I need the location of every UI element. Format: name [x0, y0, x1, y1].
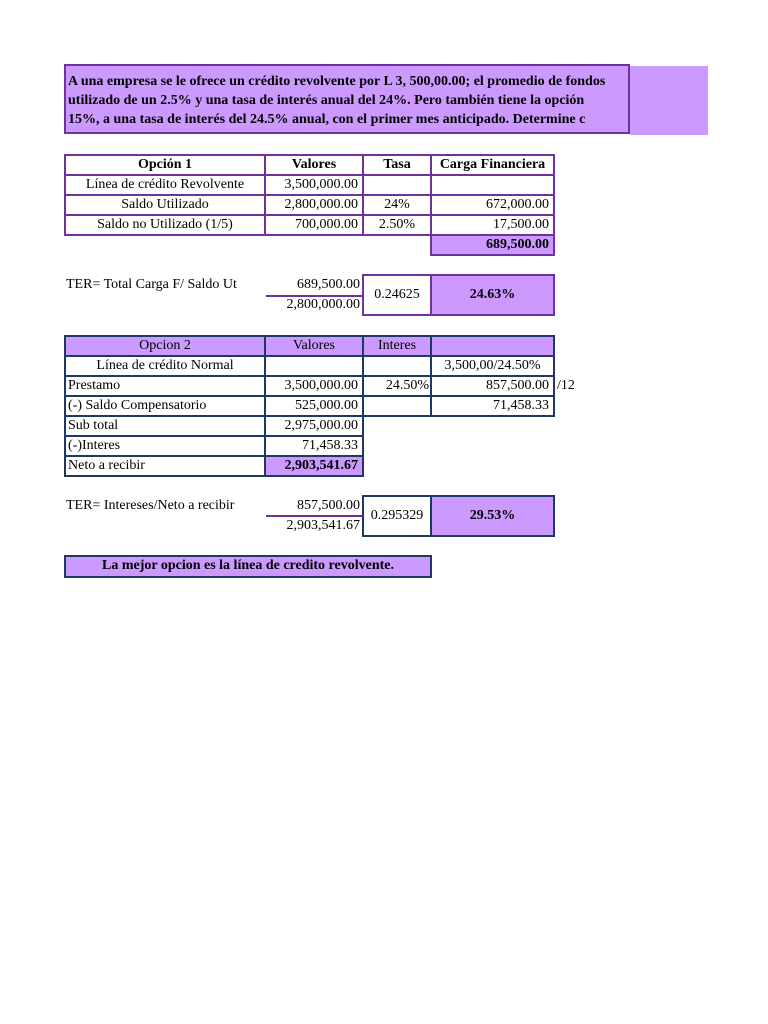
table-cell-rate [362, 395, 432, 417]
table-cell-value [264, 355, 364, 377]
option1-header-tasa: Tasa [362, 154, 432, 176]
table-cell-rate: 24.50% [362, 375, 432, 397]
option1-total: 689,500.00 [430, 234, 555, 256]
ter2-label: TER= Intereses/Neto a recibir [66, 498, 235, 513]
ter2-denominator: 2,903,541.67 [286, 518, 360, 533]
side-note: /12 [557, 378, 575, 393]
table-cell-rate: 2.50% [362, 214, 432, 236]
table-row-label: (-)Interes [64, 435, 266, 457]
conclusion-box: La mejor opcion es la línea de credito revolvente. [64, 555, 432, 578]
table-row-label: Saldo Utilizado [64, 194, 266, 216]
table-cell-value: 2,800,000.00 [264, 194, 364, 216]
table-row-label: Saldo no Utilizado (1/5) [64, 214, 266, 236]
table-cell-value: 3,500,000.00 [264, 174, 364, 196]
table-cell-value: 2,975,000.00 [264, 415, 364, 437]
table-cell-charge: 3,500,00/24.50% [430, 355, 555, 377]
table-cell-charge: 857,500.00 [430, 375, 555, 397]
table-cell-value: 71,458.33 [264, 435, 364, 457]
table-cell-value: 700,000.00 [264, 214, 364, 236]
ter2-ratio: 0.295329 [362, 495, 432, 537]
table-cell-charge [430, 174, 555, 196]
table-row-label: Prestamo [64, 375, 266, 397]
problem-line-3: 15%, a una tasa de interés del 24.5% anual, con el primer mes anticipado. Determine c [68, 112, 586, 127]
table-row-label: Neto a recibir [64, 455, 266, 477]
ter1-percent: 24.63% [430, 274, 555, 316]
ter1-label: TER= Total Carga F/ Saldo Ut [66, 277, 237, 292]
option2-header: Opcion 2 [64, 335, 266, 357]
neto-a-recibir-value: 2,903,541.67 [264, 455, 364, 477]
option2-header-interes: Interes [362, 335, 432, 357]
table-cell-value: 3,500,000.00 [264, 375, 364, 397]
option1-header-valores: Valores [264, 154, 364, 176]
option2-header-blank [430, 335, 555, 357]
problem-line-2: utilizado de un 2.5% y una tasa de interés anual del 24%. Pero también tiene la opción [68, 93, 585, 108]
ter1-denominator: 2,800,000.00 [286, 297, 360, 312]
option1-header: Opción 1 [64, 154, 266, 176]
table-cell-rate: 24% [362, 194, 432, 216]
table-cell-charge: 71,458.33 [430, 395, 555, 417]
table-cell-charge: 672,000.00 [430, 194, 555, 216]
ter2-numerator: 857,500.00 [297, 498, 360, 513]
table-cell-rate [362, 174, 432, 196]
table-cell-charge: 17,500.00 [430, 214, 555, 236]
ter1-ratio: 0.24625 [362, 274, 432, 316]
option2-header-valores: Valores [264, 335, 364, 357]
option1-header-carga: Carga Financiera [430, 154, 555, 176]
problem-line-1: A una empresa se le ofrece un crédito revolvente por L 3, 500,00.00; el promedio de fondos [68, 74, 606, 89]
table-row-label: (-) Saldo Compensatorio [64, 395, 266, 417]
table-cell-rate [362, 355, 432, 377]
table-cell-value: 525,000.00 [264, 395, 364, 417]
table-row-label: Línea de crédito Normal [64, 355, 266, 377]
table-row-label: Sub total [64, 415, 266, 437]
ter2-percent: 29.53% [430, 495, 555, 537]
problem-banner-extension [630, 66, 708, 135]
table-row-label: Línea de crédito Revolvente [64, 174, 266, 196]
problem-statement [64, 64, 630, 134]
ter1-numerator: 689,500.00 [297, 277, 360, 292]
